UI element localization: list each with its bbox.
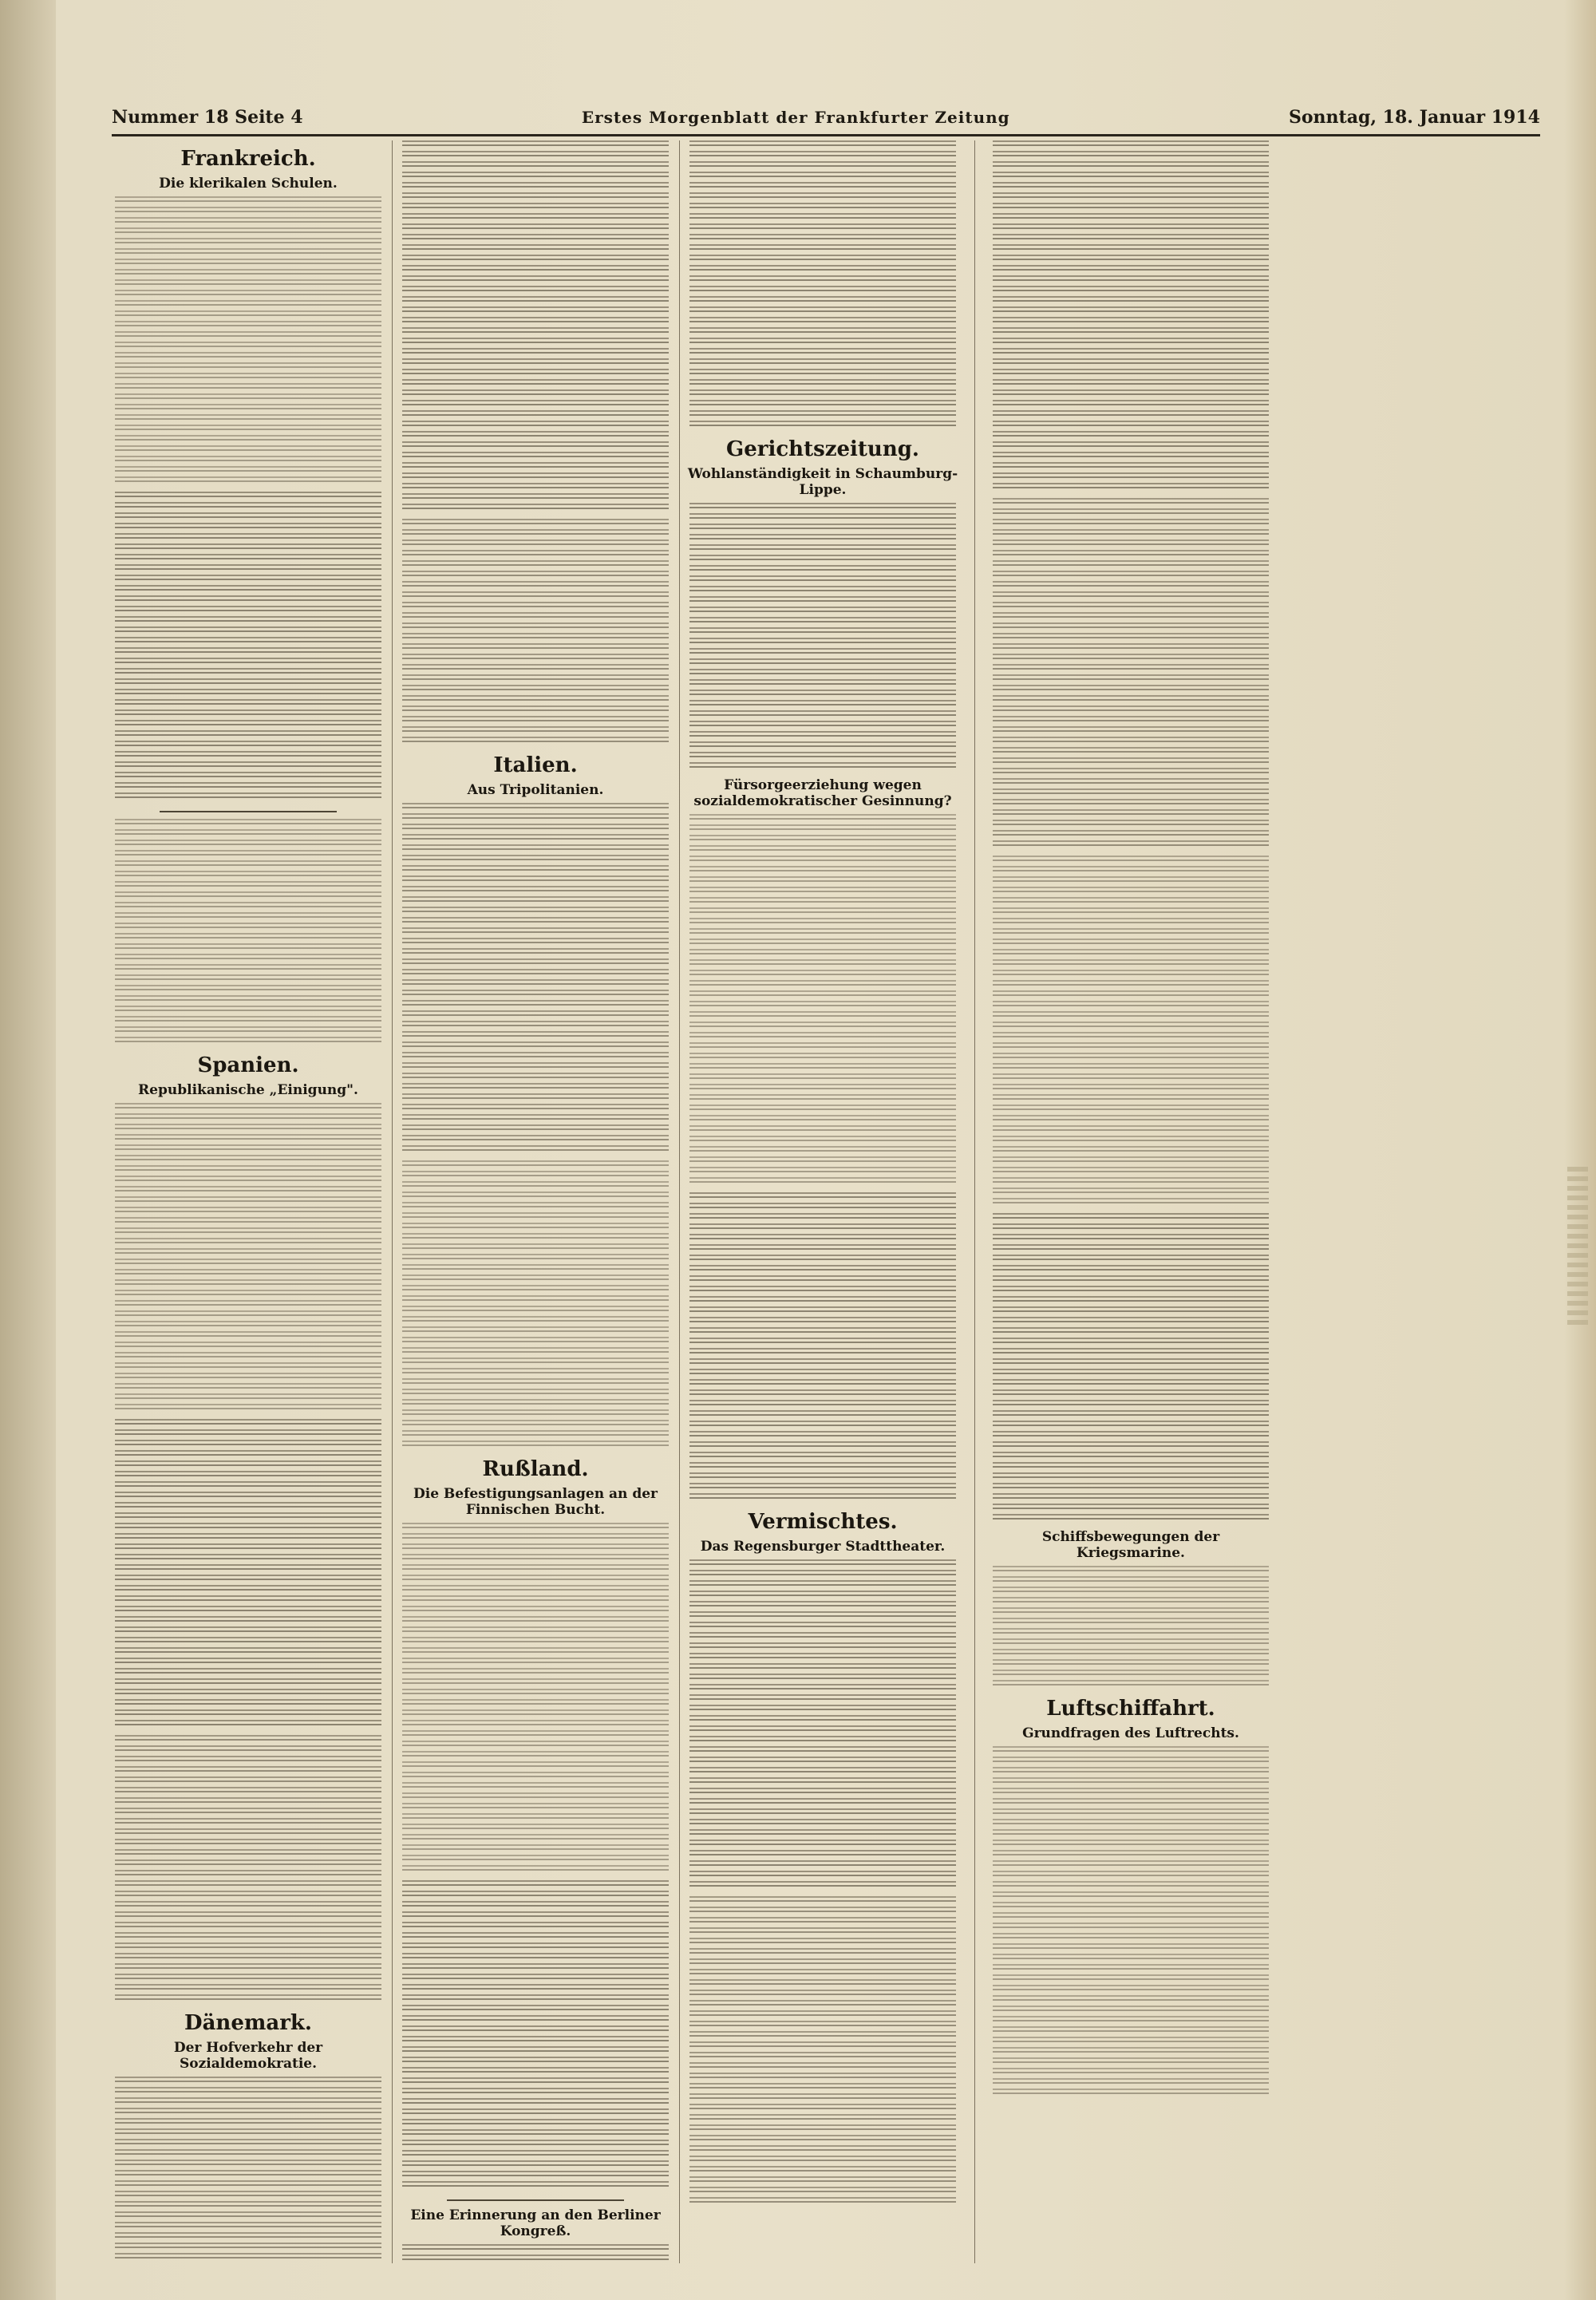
page-fold-shadow	[0, 0, 56, 2300]
section-heading: Luftschiffahrt.	[1046, 1697, 1215, 1721]
article-text-block	[115, 196, 381, 487]
article-columns	[112, 140, 1540, 2263]
article-text-block	[993, 140, 1269, 493]
page-number-label: Nummer 18 Seite 4	[112, 107, 303, 128]
article-subheading: Aus Tripolitanien.	[467, 782, 604, 798]
article-subheading: Grundfragen des Luftrechts.	[1022, 1725, 1239, 1741]
article-text-block	[402, 1880, 669, 2191]
article-subheading: Wohlanständigkeit in Schaumburg-Lippe.	[687, 466, 958, 498]
article-text-block	[115, 819, 381, 1047]
article-subheading: Republikanische „Einigung".	[138, 1082, 358, 1098]
column-3	[686, 140, 959, 2263]
article-subheading: Der Hofverkehr der Sozialdemokratie.	[173, 2040, 323, 2072]
section-heading: Italien.	[493, 753, 578, 777]
issue-date: Sonntag, 18. Januar 1914	[1288, 107, 1540, 128]
column-4	[990, 140, 1272, 2263]
article-text-block	[115, 492, 381, 803]
article-text-block	[689, 140, 956, 431]
article-text-block	[402, 803, 669, 1156]
column-rule	[679, 140, 680, 2263]
masthead-title: Erstes Morgenblatt der Frankfurter Zeitung	[581, 108, 1010, 127]
article-text-block	[115, 1735, 381, 2005]
article-subheading: Die klerikalen Schulen.	[159, 176, 338, 192]
article-text-block	[115, 2077, 381, 2263]
article-text-block	[115, 1103, 381, 1414]
article-text-block	[402, 519, 669, 747]
article-text-block	[993, 856, 1269, 1208]
article-divider	[160, 811, 337, 812]
article-subheading: Die Befestigungsanlagen an der Finnischen Bucht.	[413, 1486, 658, 1518]
article-text-block	[402, 140, 669, 514]
article-subheading: Schiffsbewegungen der Kriegsmarine.	[1041, 1529, 1220, 1561]
article-text-block	[689, 814, 956, 1188]
article-text-block	[993, 498, 1269, 851]
section-heading: Gerichtszeitung.	[726, 437, 919, 461]
margin-stamp	[1567, 1165, 1588, 1325]
column-2	[399, 140, 672, 2263]
article-text-block	[993, 1213, 1269, 1524]
article-text-block	[689, 1896, 956, 2207]
header-rule	[112, 134, 1540, 136]
column-rule	[392, 140, 393, 2263]
column-1	[112, 140, 385, 2263]
article-text-block	[115, 1419, 381, 1730]
article-text-block	[689, 503, 956, 773]
article-text-block	[402, 2244, 669, 2263]
section-heading: Rußland.	[482, 1457, 589, 1481]
page-header	[112, 104, 1540, 131]
article-text-block	[689, 1559, 956, 1891]
article-subheading: Das Regensburger Stadttheater.	[700, 1539, 946, 1555]
bleed-through-header	[112, 65, 1532, 81]
column-rule	[974, 140, 975, 2263]
section-heading: Vermischtes.	[748, 1510, 898, 1534]
section-heading: Spanien.	[197, 1053, 299, 1077]
article-divider	[447, 2199, 624, 2201]
article-subheading: Fürsorgeerziehung wegen sozialdemokratischer Gesinnung?	[693, 777, 952, 809]
article-text-block	[993, 1566, 1269, 1690]
section-heading: Frankreich.	[180, 147, 316, 171]
section-heading: Dänemark.	[184, 2011, 312, 2035]
article-text-block	[402, 1160, 669, 1451]
article-text-block	[402, 1523, 669, 1875]
article-text-block	[689, 1192, 956, 1504]
article-text-block	[993, 1746, 1269, 2099]
article-subheading: Eine Erinnerung an den Berliner Kongreß.	[410, 2207, 661, 2239]
